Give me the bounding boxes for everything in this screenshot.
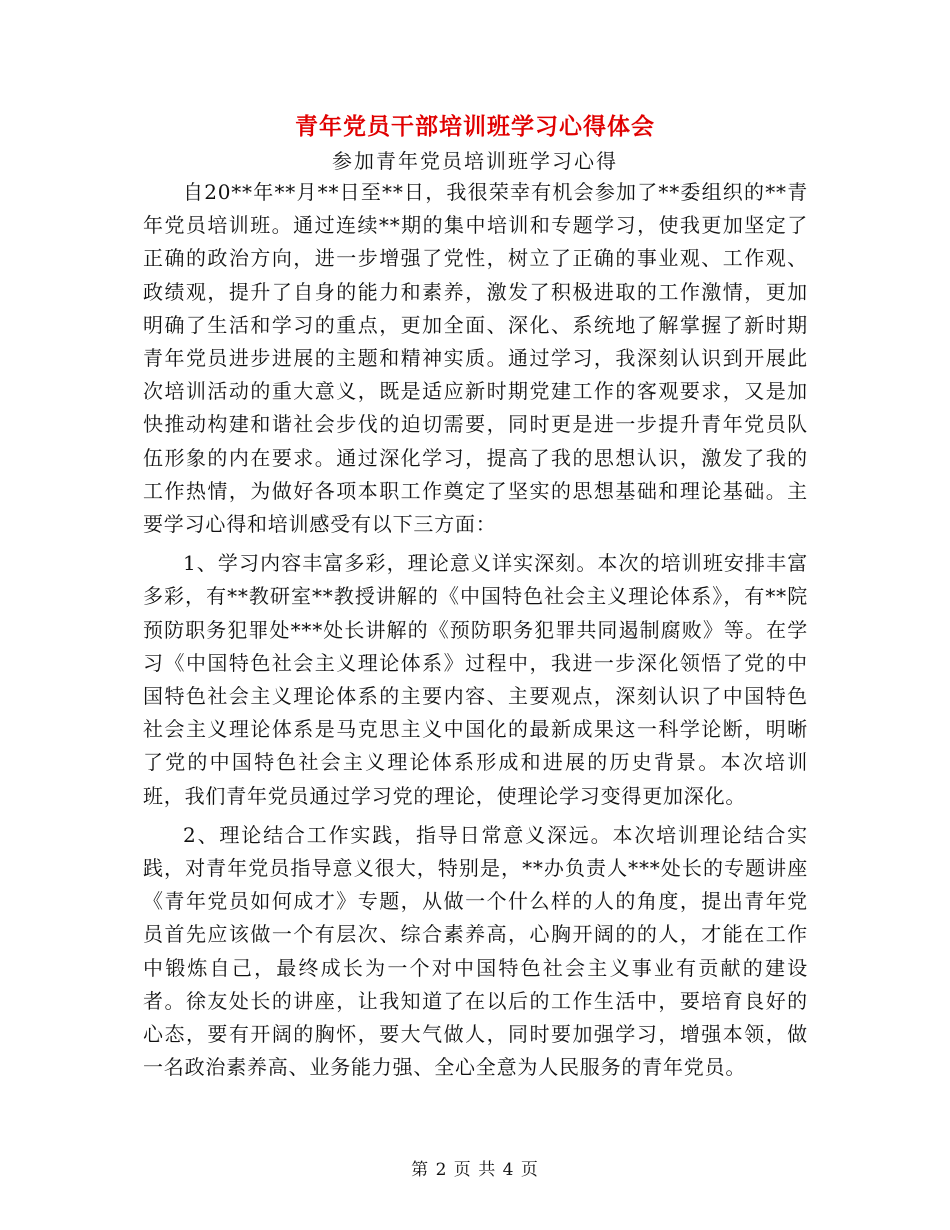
document-title: 青年党员干部培训班学习心得体会 [295,113,655,140]
paragraph-intro: 自20**年**月**日至**日，我很荣幸有机会参加了**委组织的**青年党员培训班。通过连续**期的集中培训和专题学习，使我更加坚定了正确的政治方向，进一步增强了党性，树立了正确的事业观、工作观、政绩观，提升了自身的能力和素养，激发了积极进取的工作激情，更加明确了生活和学习的重点，更加全面、深化、系统地了解掌握了新时期青年党员进步进展的主题和精神实质。通过学习，我深刻认识到开展此次培训活动的重大意义，既是适应新时期党建工作的客观要求，又是加快推动构建和谐社会步伐的迫切需要，同时更是进一步提升青年党员队伍形象的内在要求。通过深化学习，提高了我的思想认识，激发了我的工作热情，为做好各项本职工作奠定了坚实的思想基础和理论基础。主要学习心得和培训感受有以下三方面： [143,180,808,537]
document-subtitle: 参加青年党员培训班学习心得 [332,149,618,173]
paragraph-point-2: 2、理论结合工作实践，指导日常意义深远。本次培训理论结合实践，对青年党员指导意义很大，特别是，**办负责人***处长的专题讲座《青年党员如何成才》专题，从做一个什么样的人的角度，提出青年党员首先应该做一个有层次、综合素养高，心胸开阔的的人，才能在工作中锻炼自己，最终成长为一个对中国特色社会主义事业有贡献的建设者。徐友处长的讲座，让我知道了在以后的工作生活中，要培育良好的心态，要有开阔的胸怀，要大气做人，同时要加强学习，增强本领，做一名政治素养高、业务能力强、全心全意为人民服务的青年党员。 [143,822,808,1080]
document-body [143,176,808,1084]
page-number-footer: 第 2 页 共 4 页 [411,1160,539,1180]
paragraph-point-1: 1、学习内容丰富多彩，理论意义详实深刻。本次的培训班安排丰富多彩，有**教研室**教授讲解的《中国特色社会主义理论体系》，有**院预防职务犯罪处***处长讲解的《预防职务犯罪共同遏制腐败》等。在学习《中国特色社会主义理论体系》过程中，我进一步深化领悟了党的中国特色社会主义理论体系的主要内容、主要观点，深刻认识了中国特色社会主义理论体系是马克思主义中国化的最新成果这一科学论断，明晰了党的中国特色社会主义理论体系形成和进展的历史背景。本次培训班，我们青年党员通过学习党的理论，使理论学习变得更加深化。 [143,551,808,808]
